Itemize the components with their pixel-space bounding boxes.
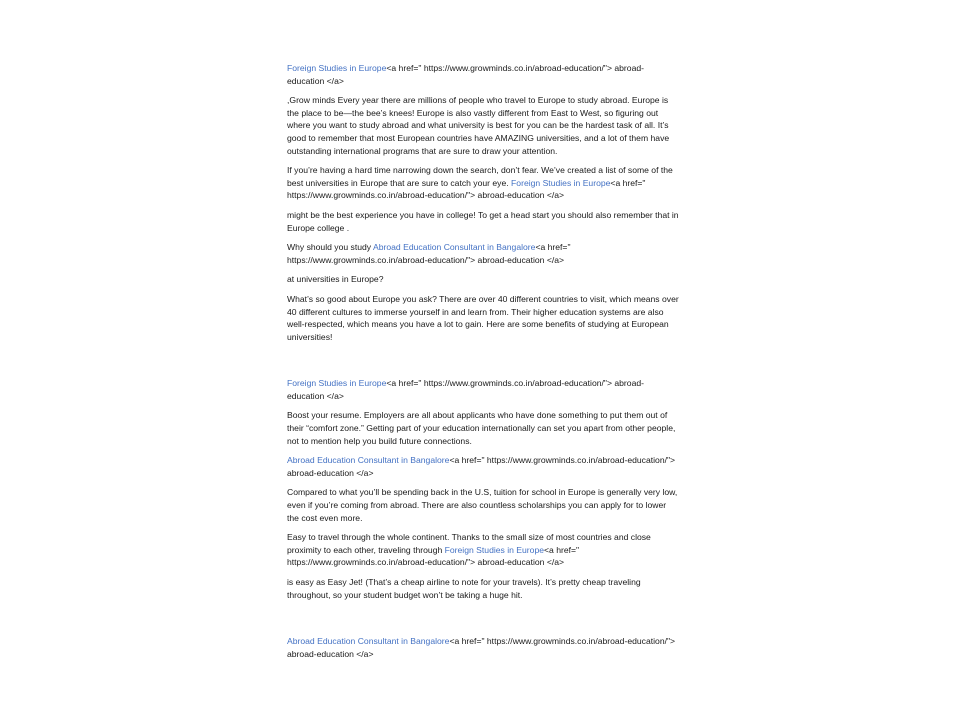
paragraph-search (287, 164, 679, 202)
paragraph-why-study (287, 241, 679, 266)
paragraph-boost-resume: Boost your resume. Employers are all about applicants who have done something to put them out of their “comfort zone.” Getting part of your education internationally can set you apart from other people, not to mention help you build future connections. (287, 410, 676, 446)
paragraph-easy-travel (287, 531, 679, 569)
anchor-markup: <a href=" https://www.growminds.co.in/abroad-education/"> abroad-education </a> (287, 378, 644, 401)
link-abroad-education-consultant[interactable]: Abroad Education Consultant in Bangalore (372, 242, 536, 253)
paragraph-text: Why should you study (287, 242, 373, 253)
paragraph-text: Easy to travel through the whole continent. Thanks to the small size of most countries and close proximity to each other, traveling through (287, 532, 651, 555)
paragraph-tuition: Compared to what you’ll be spending back in the U.S, tuition for school in Europe is generally very low, even if you’re coming from abroad. There are also countless scholarships you can apply for to lower the cost even more. (287, 487, 678, 523)
blank-line (287, 608, 679, 635)
paragraph-at-universities: at universities in Europe? (287, 274, 384, 285)
paragraph-link-3 (287, 454, 679, 479)
anchor-markup: <a href=" https://www.growminds.co.in/abroad-education/"> abroad-education </a> (287, 636, 676, 659)
paragraph-link-4 (287, 635, 679, 660)
paragraph-link-2 (287, 377, 679, 402)
link-foreign-studies-in-europe[interactable]: Foreign Studies in Europe (444, 544, 545, 555)
link-foreign-studies-in-europe[interactable]: Foreign Studies in Europe (287, 378, 387, 389)
link-foreign-studies-in-europe[interactable]: Foreign Studies in Europe (511, 177, 611, 188)
paragraph-best-experience: might be the best experience you have in college! To get a head start you should also remember that in Europe college . (287, 209, 679, 233)
anchor-markup: <a href=" https://www.growminds.co.in/abroad-education/"> abroad-education </a> (287, 242, 571, 265)
paragraph-link-1 (287, 62, 679, 87)
document-body (287, 62, 679, 667)
paragraph-text: If you’re having a hard time narrowing down the search, don’t fear. We’ve created a list of some of the best universities in Europe that are sure to catch your eye. (287, 165, 673, 188)
paragraph-intro: ,Grow minds Every year there are millions of people who travel to Europe to study abroad. Europe is the place to be—the bee’s knees! Europe is also vastly different from East to West, so figuring out where you want to study abroad and what university is best for you can be the hardest task of all. It’s good to remember that most European countries have AMAZING universities, and a lot of them have outstanding international programs that are sure to draw your attention. (287, 95, 670, 156)
anchor-markup: <a href=" https://www.growminds.co.in/abroad-education/"> abroad-education </a> (287, 63, 644, 86)
paragraph-easy-jet: is easy as Easy Jet! (That’s a cheap airline to note for your travels). It’s pretty cheap traveling throughout, so your student budget won’t be taking a huge hit. (287, 577, 641, 600)
anchor-markup: <a href=" https://www.growminds.co.in/abroad-education/"> abroad-education </a> (287, 455, 676, 478)
anchor-markup: <a href=" https://www.growminds.co.in/abroad-education/"> abroad-education </a> (287, 177, 646, 201)
paragraph-whats-so-good: What’s so good about Europe you ask? There are over 40 different countries to visit, which means over 40 different cultures to immerse yourself in and learn from. Their higher education systems are also well-respected, which means you have a lot to gain. Here are some benefits of studying at European universities! (287, 293, 679, 342)
blank-line (287, 350, 679, 377)
link-foreign-studies-in-europe[interactable]: Foreign Studies in Europe (287, 63, 387, 73)
link-abroad-education-consultant[interactable]: Abroad Education Consultant in Bangalore (287, 636, 450, 647)
anchor-markup: <a href=" https://www.growminds.co.in/abroad-education/"> abroad-education </a> (287, 544, 580, 568)
link-abroad-education-consultant[interactable]: Abroad Education Consultant in Bangalore (287, 455, 450, 466)
